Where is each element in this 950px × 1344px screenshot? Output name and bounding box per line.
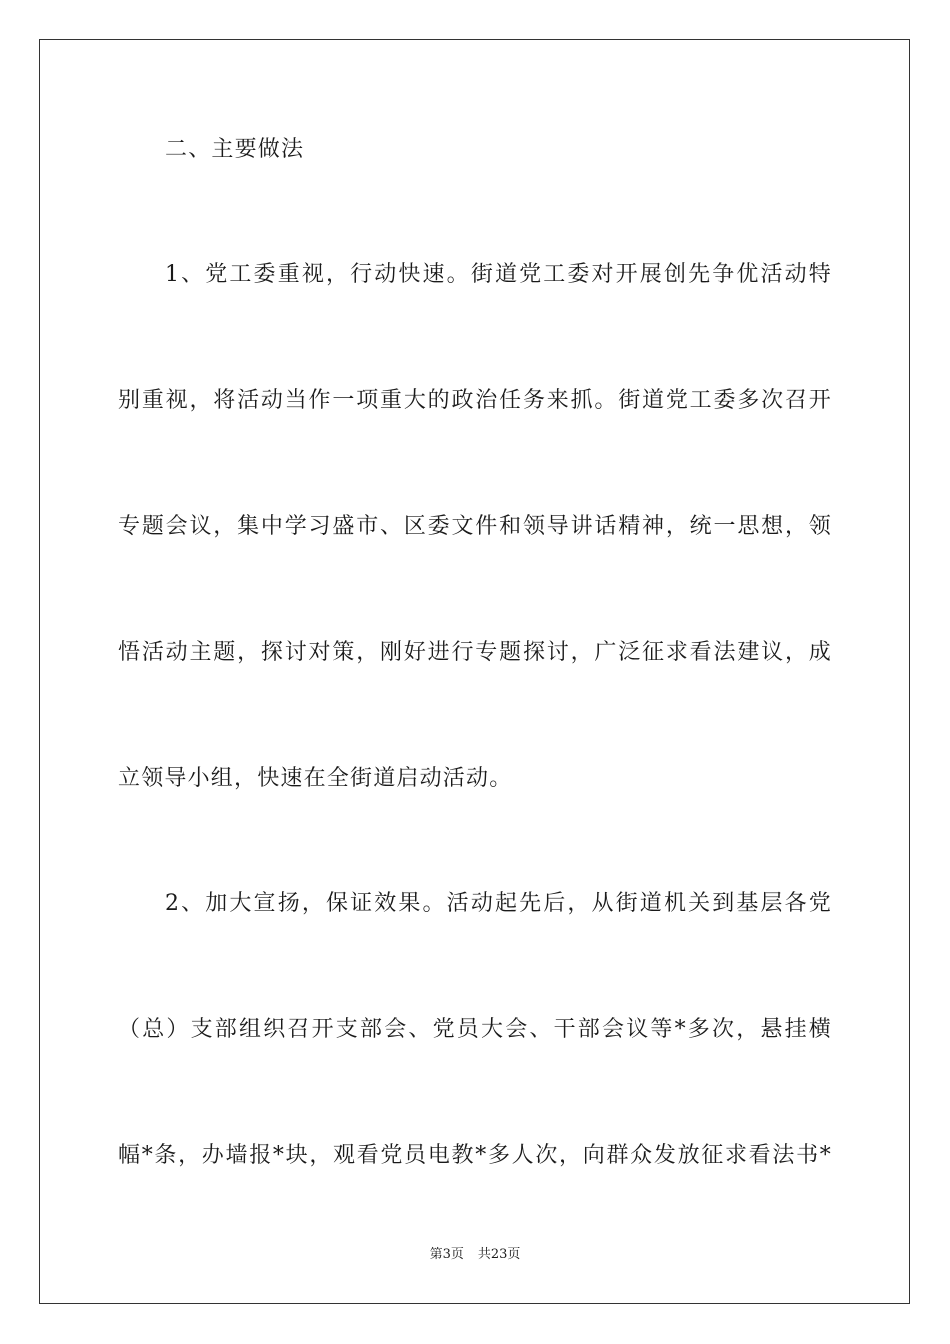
page-border xyxy=(39,39,910,1304)
page-number: 第3页 xyxy=(429,1247,464,1262)
paragraph-2-line-1: 2、加大宣扬，保证效果。活动起先后，从街道机关到基层各党 xyxy=(165,891,832,916)
paragraph-1-line-1: 1、党工委重视，行动快速。街道党工委对开展创先争优活动特 xyxy=(165,262,832,287)
paragraph-1-line-2: 别重视，将活动当作一项重大的政治任务来抓。街道党工委多次召开 xyxy=(118,388,832,413)
paragraph-1-line-4: 悟活动主题，探讨对策，刚好进行专题探讨，广泛征求看法建议，成 xyxy=(118,640,832,665)
paragraph-2-line-3: 幅*条，办墙报*块，观看党员电教*多人次，向群众发放征求看法书* xyxy=(118,1143,832,1168)
paragraph-2-line-2: （总）支部组织召开支部会、党员大会、干部会议等*多次，悬挂横 xyxy=(118,1017,832,1042)
paragraph-1-line-3: 专题会议，集中学习盛市、区委文件和领导讲话精神，统一思想，领 xyxy=(118,514,832,539)
page-total: 共23页 xyxy=(477,1247,521,1262)
paragraph-1-line-5: 立领导小组，快速在全街道启动活动。 xyxy=(118,766,513,791)
section-heading: 二、主要做法 xyxy=(165,137,305,162)
page-footer xyxy=(0,1246,950,1264)
